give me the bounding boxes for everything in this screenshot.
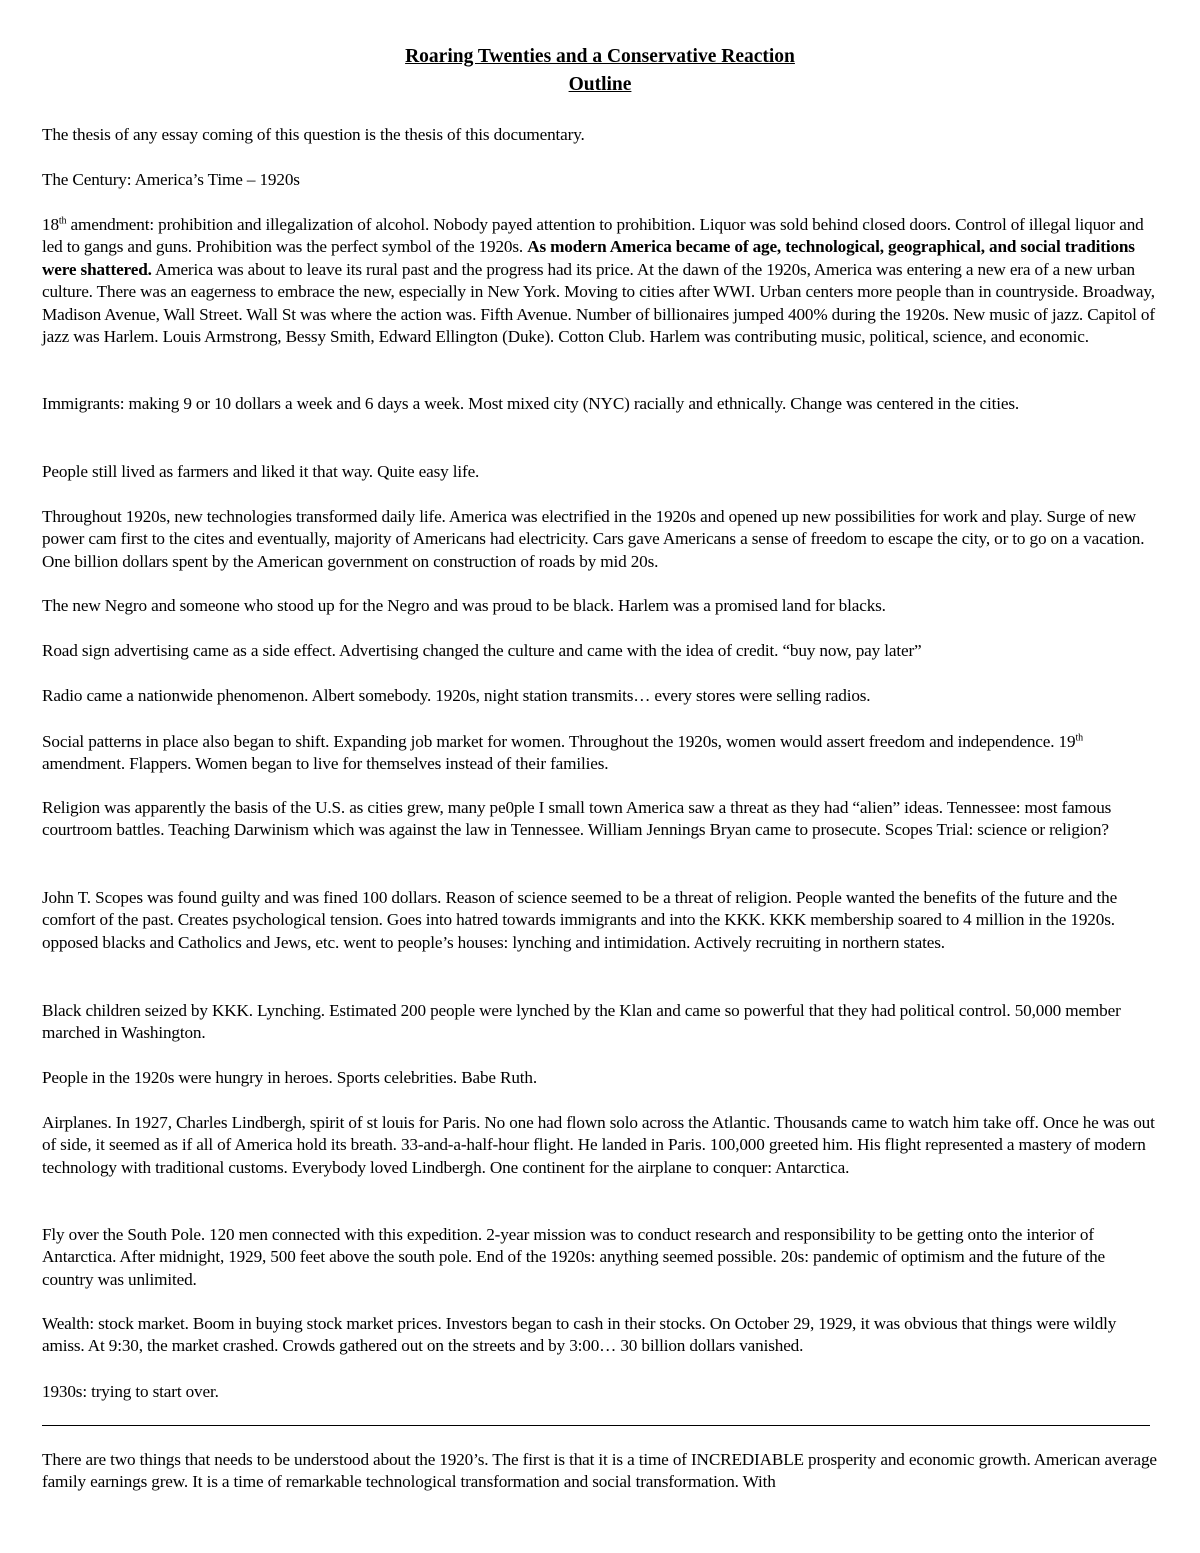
document-title: Roaring Twenties and a Conservative Reaction (405, 46, 795, 67)
text-run: America was about to leave its rural past and the progress had its price. At the dawn of the 1920s, America was entering a new era of a new urban culture. There was an eagerness to embrace the new, especially in New York. Moving to cities after WWI. Urban centers more people than in countryside. Broadway, Madison Avenue, Wall Street. Wall St was where the action was. Fifth Avenue. Number of billionaires jumped 400% during the 1920s. New music of jazz. Capitol of jazz was Harlem. Louis Armstrong, Bessy Smith, Edward Ellington (Duke). Cotton Club. Harlem was contributing music, political, science, and economic. (42, 259, 1155, 347)
horizontal-divider (42, 1425, 1150, 1426)
paragraph-advertising: Road sign advertising came as a side effect. Advertising changed the culture and came with the idea of credit. “buy now, pay later” (42, 641, 922, 660)
superscript: th (1075, 732, 1083, 744)
document-subtitle: Outline (568, 74, 632, 95)
paragraph-two-things: There are two things that needs to be understood about the 1920’s. The first is that it is a time of INCREDIABLE prosperity and economic growth. American average family earnings grew. It is a time of remarkable technological transformation and social transformation. With (42, 1450, 1157, 1492)
bold-text: As modern America became of age, technological, geographical, and social traditions were shattered. (42, 237, 1135, 279)
text-run: Social patterns in place also began to shift. Expanding job market for women. Throughout the 1920s, women would assert freedom and independence. 19 (42, 732, 1076, 751)
paragraph-kkk: Black children seized by KKK. Lynching. Estimated 200 people were lynched by the Klan and came so powerful that they had political control. 50,000 member marched in Washington. (42, 1001, 1121, 1043)
paragraph-thesis: The thesis of any essay coming of this question is the thesis of this documentary. (42, 125, 585, 144)
paragraph-immigrants: Immigrants: making 9 or 10 dollars a week and 6 days a week. Most mixed city (NYC) racially and ethnically. Change was centered in the cities. (42, 394, 1020, 413)
paragraph-new-negro: The new Negro and someone who stood up for the Negro and was proud to be black. Harlem was a promised land for blacks. (42, 596, 886, 615)
paragraph-1930s: 1930s: trying to start over. (42, 1382, 219, 1401)
paragraph-airplanes: Airplanes. In 1927, Charles Lindbergh, spirit of st louis for Paris. No one had flown solo across the Atlantic. Thousands came to watch him take off. Once he was out of side, it seemed as if all of America hold its breath. 33-and-a-half-hour flight. He landed in Paris. 100,000 greeted him. His flight represented a mastery of modern technology with traditional customs. Everybody loved Lindbergh. One continent for the airplane to conquer: Antarctica. (42, 1113, 1155, 1177)
text-run: amendment. Flappers. Women began to live for themselves instead of their families. (42, 754, 609, 774)
text-run: amendment: prohibition and illegalization of alcohol. Nobody payed attention to prohibition. Liquor was sold behind closed doors. Control of illegal liquor and led to gangs and guns. Prohibition was the perfect symbol of the 1920s. (42, 215, 1144, 257)
paragraph-radio: Radio came a nationwide phenomenon. Albert somebody. 1920s, night station transmits… every stores were selling radios. (42, 686, 871, 705)
paragraph-prohibition (42, 214, 1160, 348)
paragraph-heroes: People in the 1920s were hungry in heroes. Sports celebrities. Babe Ruth. (42, 1068, 538, 1087)
paragraph-religion: Religion was apparently the basis of the U.S. as cities grew, many pe0ple I small town America saw a threat as they had “alien” ideas. Tennessee: most famous courtroom battles. Teaching Darwinism which was against the law in Tennessee. William Jennings Bryan came to prosecute. Scopes Trial: science or religion? (42, 798, 1112, 840)
paragraph-technologies: Throughout 1920s, new technologies transformed daily life. America was electrified in the 1920s and opened up new possibilities for work and play. Surge of new power cam first to the cites and eventually, majority of Americans had electricity. Cars gave Americans a sense of freedom to escape the city, or to go on a vacation. One billion dollars spent by the American government on construction of roads by mid 20s. (42, 507, 1145, 571)
paragraph-wealth: Wealth: stock market. Boom in buying stock market prices. Investors began to cash in their stocks. On October 29, 1929, it was obvious that things were wildly amiss. At 9:30, the market crashed. Crowds gathered out on the streets and by 3:00… 30 billion dollars vanished. (42, 1314, 1117, 1356)
paragraph-scopes: John T. Scopes was found guilty and was fined 100 dollars. Reason of science seemed to be a threat of religion. People wanted the benefits of the future and the comfort of the past. Creates psychological tension. Goes into hatred towards immigrants and into the KKK. KKK membership soared to 4 million in the 1920s. opposed blacks and Catholics and Jews, etc. went to people’s houses: lynching and intimidation. Actively recruiting in northern states. (42, 888, 1118, 952)
paragraph-south-pole: Fly over the South Pole. 120 men connected with this expedition. 2-year mission was to conduct research and responsibility to be getting onto the interior of Antarctica. After midnight, 1929, 500 feet above the south pole. End of the 1920s: anything seemed possible. 20s: pandemic of optimism and the future of the country was unlimited. (42, 1225, 1105, 1289)
paragraph-farmers: People still lived as farmers and liked it that way. Quite easy life. (42, 462, 480, 481)
paragraph-social-patterns (42, 731, 1160, 776)
text-run: 18 (42, 215, 59, 234)
paragraph-century: The Century: America’s Time – 1920s (42, 170, 300, 189)
superscript: th (58, 215, 67, 227)
